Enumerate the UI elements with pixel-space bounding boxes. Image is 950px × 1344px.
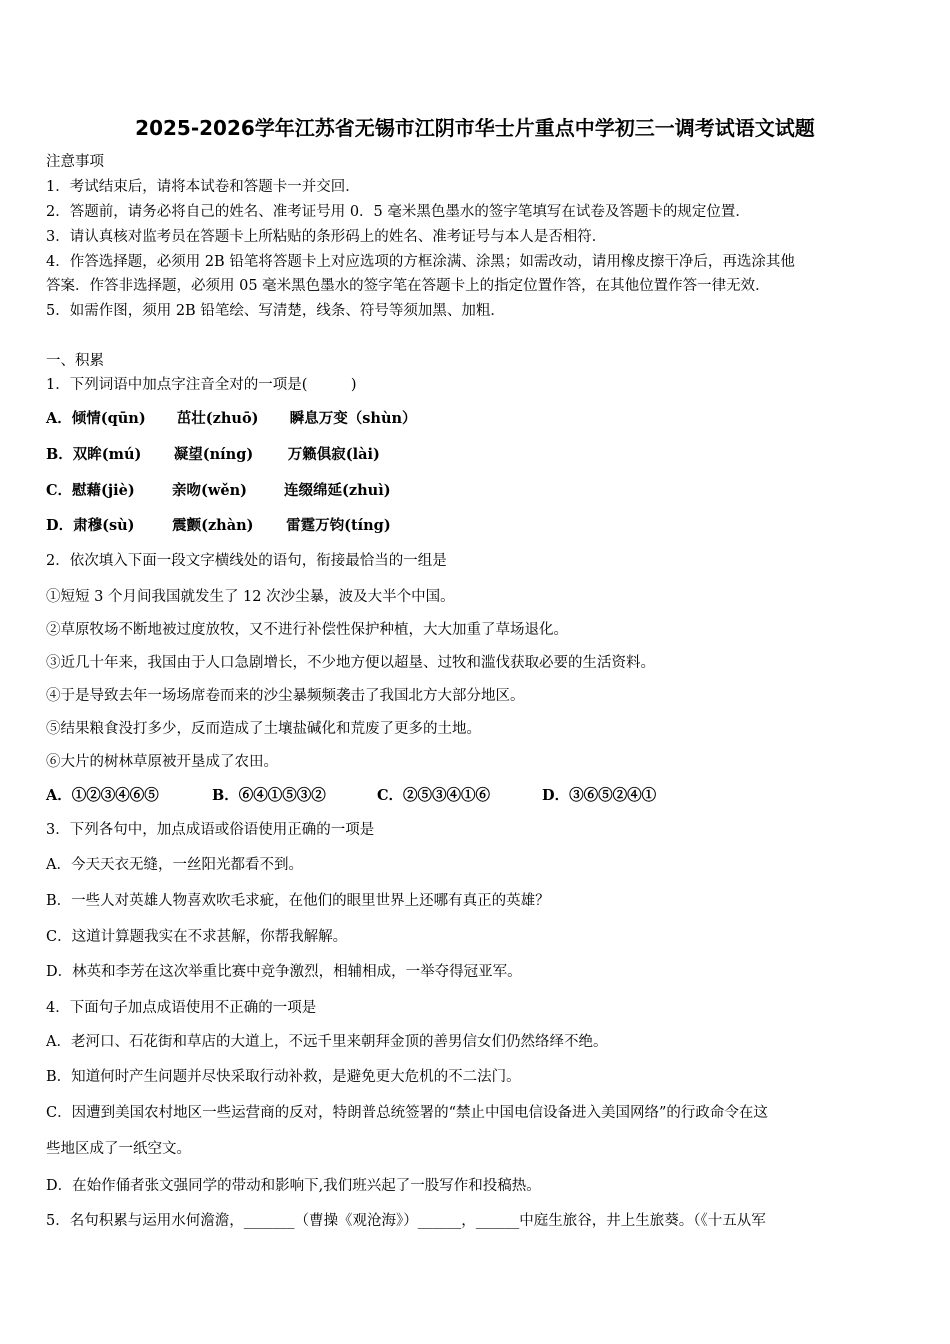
- option-word: 连缀绵延(zhuì): [284, 482, 391, 499]
- notice-item: 3．请认真核对监考员在答题卡上所粘贴的条形码上的姓名、准考证号与本人是否相符．: [46, 229, 607, 245]
- option-letter: B．: [46, 446, 73, 463]
- q2-sentence: ⑤结果粮食没打多少，反而造成了土壤盐碱化和荒废了更多的土地。: [46, 721, 481, 737]
- notice-item: 5．如需作图，须用 2B 铅笔绘、写清楚，线条、符号等须加黑、加粗．: [46, 303, 505, 319]
- q2-stem: 2．依次填入下面一段文字横线处的语句，衔接最恰当的一组是: [46, 553, 447, 569]
- q4-option: D．在始作俑者张文强同学的带动和影响下,我们班兴起了一股写作和投稿热。: [46, 1178, 541, 1194]
- option-letter: C．: [46, 482, 73, 499]
- q2-sentence: ①短短 3 个月间我国就发生了 12 次沙尘暴，波及大半个中国。: [46, 589, 455, 605]
- q2-options: [46, 786, 656, 806]
- q3-option: A．今天天衣无缝，一丝阳光都看不到。: [46, 857, 303, 873]
- q1-option-a: [46, 409, 417, 429]
- option-word: 雷霆万钧(tíng): [286, 517, 391, 534]
- option-word: 双眸(mú): [72, 446, 142, 463]
- q4-stem: 4．下面句子加点成语使用不正确的一项是: [46, 1000, 317, 1016]
- q1-option-d: [46, 516, 391, 536]
- q4-option-continued: 些地区成了一纸空文。: [46, 1141, 191, 1157]
- q2-sentence: ③近几十年来，我国由于人口急剧增长，不少地方便以超垦、过牧和滥伐获取必要的生活资料。: [46, 655, 655, 671]
- notice-item: 2．答题前，请务必将自己的姓名、准考证号用 0．5 毫米黑色墨水的签字笔填写在试卷及答题卡的规定位置．: [46, 204, 750, 220]
- option-text: C．②⑤③④①⑥: [377, 787, 491, 804]
- q3-option: B．一些人对英雄人物喜欢吹毛求疵，在他们的眼里世界上还哪有真正的英雄？: [46, 893, 550, 909]
- notice-item: 4．作答选择题，必须用 2B 铅笔将答题卡上对应选项的方框涂满、涂黑；如需改动，请用橡皮擦干净后，再选涂其他: [46, 254, 795, 270]
- option-word: 万籁俱寂(lài): [287, 446, 380, 463]
- option-letter: A．: [46, 410, 72, 427]
- option-word: 茁壮(zhuō): [176, 410, 259, 427]
- notice-heading: 注意事项: [46, 154, 104, 170]
- option-text: D．③⑥⑤②④①: [542, 787, 657, 804]
- q2-sentence: ②草原牧场不断地被过度放牧，又不进行补偿性保护种植，大大加重了草场退化。: [46, 622, 568, 638]
- q2-sentence: ④于是导致去年一场场席卷而来的沙尘暴频频袭击了我国北方大部分地区。: [46, 688, 525, 704]
- option-word: 慰藉(jiè): [72, 482, 135, 499]
- q2-sentence: ⑥大片的树林草原被开垦成了农田。: [46, 754, 278, 770]
- notice-item: 1．考试结束后，请将本试卷和答题卡一并交回．: [46, 179, 360, 195]
- option-word: 凝望(níng): [173, 446, 254, 463]
- section-heading: 一、积累: [46, 353, 104, 369]
- option-word: 肃穆(sù): [73, 517, 135, 534]
- option-text: B．⑥④①⑤③②: [212, 787, 326, 804]
- q4-option: B．知道何时产生问题并尽快采取行动补救，是避免更大危机的不二法门。: [46, 1069, 521, 1085]
- q4-option: C．因遭到美国农村地区一些运营商的反对，特朗普总统签署的“禁止中国电信设备进入美国网络”的行政命令在这: [46, 1105, 768, 1121]
- option-text: A．①②③④⑥⑤: [46, 787, 159, 804]
- q3-stem: 3．下列各句中，加点成语或俗语使用正确的一项是: [46, 822, 375, 838]
- page-title: 2025-2026学年江苏省无锡市江阴市华士片重点中学初三一调考试语文试题: [135, 116, 815, 140]
- q1-stem: 1．下列词语中加点字注音全对的一项是( ): [46, 377, 357, 393]
- q1-option-b: [46, 445, 380, 465]
- q3-option: C．这道计算题我实在不求甚解，你帮我解解。: [46, 929, 348, 945]
- notice-item: 答案．作答非选择题，必须用 05 毫米黑色墨水的签字笔在答题卡上的指定位置作答，在其他位置作答一律无效．: [46, 278, 770, 294]
- option-word: 亲吻(wěn): [172, 482, 248, 499]
- q3-option: D．林英和李芳在这次举重比赛中竞争激烈，相辅相成，一举夺得冠亚军。: [46, 964, 522, 980]
- q4-option: A．老河口、石花街和草店的大道上，不远千里来朝拜金顶的善男信女们仍然络绎不绝。: [46, 1034, 608, 1050]
- option-word: 震颤(zhàn): [172, 517, 254, 534]
- option-letter: D．: [46, 517, 74, 534]
- q5-stem: 5．名句积累与运用水何澹澹，_______（曹操《观沧海》）______，______中庭生旅谷，井上生旅葵。（《十五从军: [46, 1213, 766, 1229]
- option-word: 瞬息万变（shùn）: [289, 410, 417, 427]
- option-word: 倾情(qūn): [71, 410, 146, 427]
- q1-option-c: [46, 481, 391, 501]
